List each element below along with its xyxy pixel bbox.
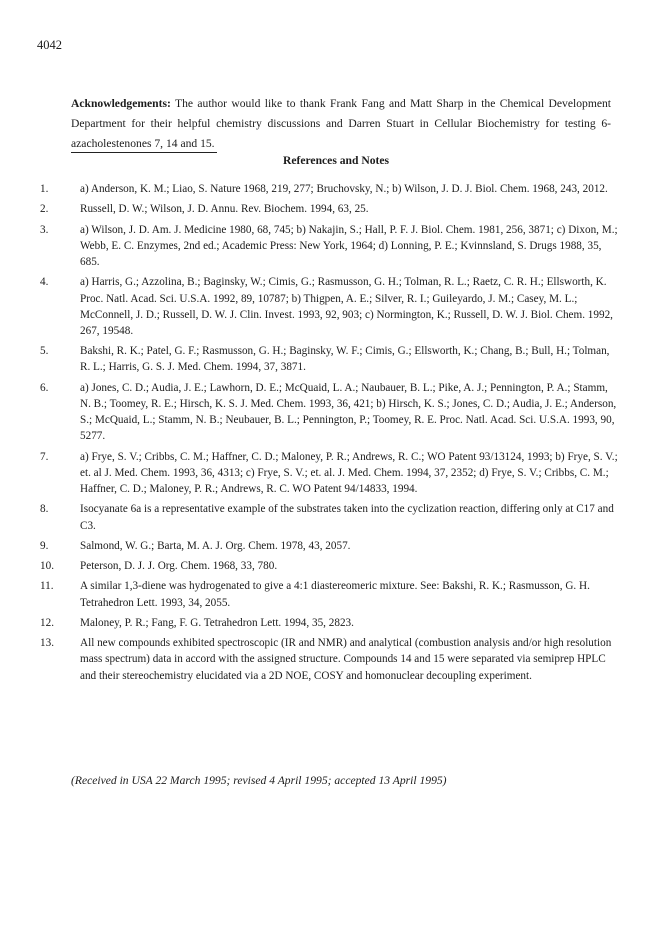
reference-text: Salmond, W. G.; Barta, M. A. J. Org. Chem. 1978, 43, 2057. — [80, 539, 351, 552]
reference-item — [40, 578, 620, 610]
reference-number: 8. — [40, 503, 49, 516]
reference-number: 11. — [40, 580, 54, 593]
reference-text: a) Jones, C. D.; Audia, J. E.; Lawhorn, D. E.; McQuaid, L. A.; Naubauer, B. L.; Pike, A. J.; Pennington, P. A.; Stamm, N. B.; Toomey, R. E.; Hirsch, K. S. J. Med. Chem. 1993, 36, 421; b) Hirsch, K. S.; Jones, C. D.; Audia, J. E.; Anderson, S.; McQuaid, L.; Stamm, N. B.; Neubauer, B. L.; Pennington, P.; Toomey, R. E. Proc. Natl. Acad. Sci. U.S.A. 1993, 90, 5277. — [80, 381, 617, 443]
reference-item — [40, 274, 620, 339]
reference-number: 4. — [40, 276, 49, 289]
reference-text: a) Wilson, J. D. Am. J. Medicine 1980, 68, 745; b) Nakajin, S.; Hall, P. F. J. Biol. Chem. 1981, 256, 3871; c) Dixon, M.; Webb, E. C. Enzymes, 2nd ed.; Academic Press: New York, 1964; d) Lonning, P. E.; Kvinnsland, S. Drugs 1988, 35, 685. — [80, 223, 618, 268]
reference-item — [40, 558, 620, 574]
reference-item — [40, 635, 620, 684]
reference-number: 6. — [40, 381, 49, 394]
reference-number: 9. — [40, 539, 49, 552]
reference-item — [40, 615, 620, 631]
reference-number: 1. — [40, 183, 49, 195]
reference-text: A similar 1,3-diene was hydrogenated to give a 4:1 diastereomeric mixture. See: Bakshi, R. K.; Rasmusson, G. H. Tetrahedron Lett. 1993, 34, 2055. — [80, 580, 590, 609]
reference-item — [40, 181, 620, 197]
reference-item — [40, 201, 620, 217]
reference-number: 7. — [40, 450, 49, 463]
reference-number: 2. — [40, 203, 49, 216]
reference-number: 13. — [40, 637, 54, 650]
acknowledgements-text: The author would like to thank Frank Fang and Matt Sharp in the Chemical Development Department for their helpful chemistry discussions and Darren Stuart in Cellular Biochemistry for testing 6-azacholestenones 7, 14 and 15. — [71, 97, 611, 150]
reference-item — [40, 449, 620, 498]
reference-number: 3. — [40, 223, 49, 236]
reference-text: a) Frye, S. V.; Cribbs, C. M.; Haffner, C. D.; Maloney, P. R.; Andrews, R. C.; WO Patent 93/13124, 1993; b) Frye, S. V.; et. al J. Med. Chem. 1993, 36, 4313; c) Frye, S. V.; et. al. J. Med. Chem. 1994, 37, 2352; d) Frye, S. V.; Cribbs, C. M.; Haffner, C. D.; Maloney, P. R.; Andrews, R. C. WO Patent 94/14833, 1994. — [80, 450, 618, 496]
reference-text: Maloney, P. R.; Fang, F. G. Tetrahedron Lett. 1994, 35, 2823. — [80, 616, 354, 629]
page-number: 4042 — [37, 38, 62, 52]
reference-text: Bakshi, R. K.; Patel, G. F.; Rasmusson, G. H.; Baginsky, W. F.; Cimis, G.; Ellsworth, K.; Chang, B.; Bull, H.; Tolman, R. L.; Harris, G. S. J. Med. Chem. 1994, 37, 3871. — [80, 345, 610, 374]
reference-text: Russell, D. W.; Wilson, J. D. Annu. Rev. Biochem. 1994, 63, 25. — [80, 203, 369, 216]
reference-item — [40, 380, 620, 445]
received-dates-note: (Received in USA 22 March 1995; revised 4 April 1995; accepted 13 April 1995) — [71, 774, 447, 787]
reference-text: Peterson, D. J. J. Org. Chem. 1968, 33, 780. — [80, 560, 278, 573]
reference-number: 5. — [40, 345, 49, 358]
reference-number: 12. — [40, 616, 54, 629]
reference-text: a) Harris, G.; Azzolina, B.; Baginsky, W.; Cimis, G.; Rasmusson, G. H.; Tolman, R. L.; Raetz, C. R. H.; Ellsworth, K. Proc. Natl. Acad. Sci. U.S.A. 1992, 89, 10787; b) Thigpen, A. E.; Silver, R. I.; Guileyardo, J. M.; Casey, M. L.; McConnell, J. D.; Russell, D. W. J. Clin. Invest. 1993, 92, 903; c) Normington, K.; Russell, D. W. J. Biol. Chem. 1992, 267, 19548. — [80, 276, 613, 337]
reference-item — [40, 343, 620, 375]
reference-item — [40, 222, 620, 271]
reference-list — [40, 181, 620, 688]
reference-text: Isocyanate 6a is a representative example of the substrates taken into the cyclization reaction, differing only at C17 and C3. — [80, 503, 614, 532]
reference-item — [40, 538, 620, 554]
reference-item — [40, 501, 620, 533]
reference-number: 10. — [40, 560, 54, 573]
acknowledgements — [71, 94, 611, 154]
references-heading: References and Notes — [282, 154, 390, 167]
section-divider — [71, 152, 217, 153]
reference-text: All new compounds exhibited spectroscopic (IR and NMR) and analytical (combustion analysis and/or high resolution mass spectrum) data in accord with the assigned structure. Compounds 14 and 15 were separated via semiprep HPLC and their stereochemistry elucidated via a 2D NOE, COSY and homonuclear decoupling experiment. — [80, 637, 612, 682]
acknowledgements-heading: Acknowledgements: — [71, 97, 171, 110]
reference-text: a) Anderson, K. M.; Liao, S. Nature 1968, 219, 277; Bruchovsky, N.; b) Wilson, J. D. J. Biol. Chem. 1968, 243, 2012. — [80, 183, 608, 195]
